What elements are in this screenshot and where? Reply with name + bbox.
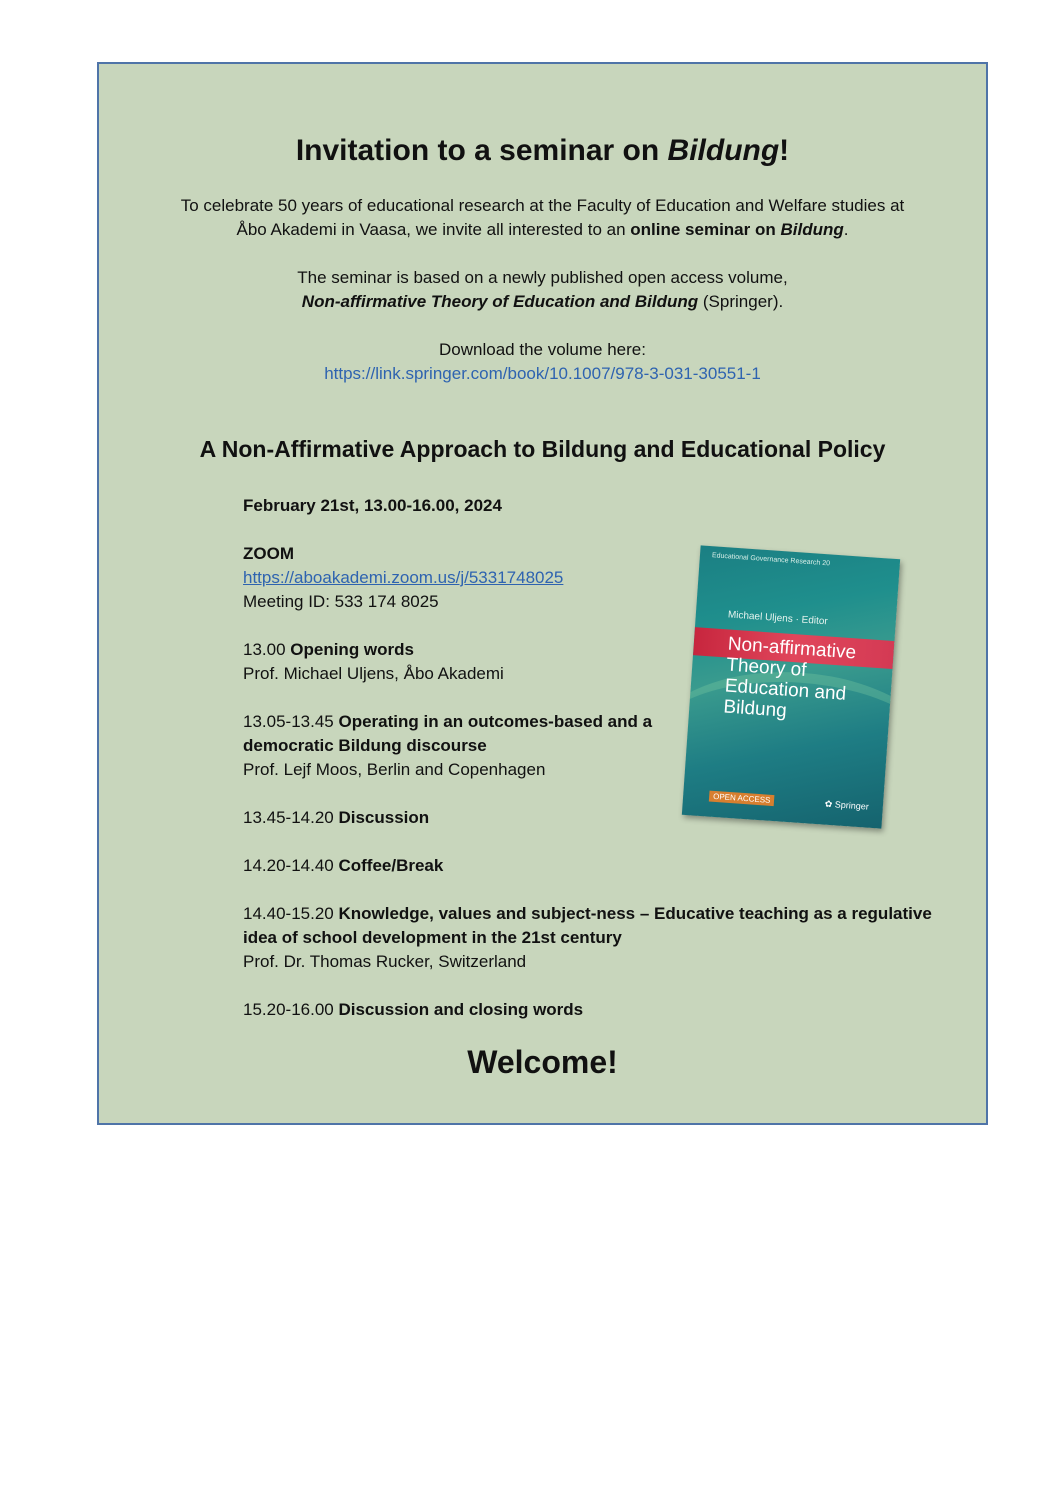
program-item: 14.20-14.40 Coffee/Break <box>243 856 444 875</box>
zoom-link[interactable]: https://aboakademi.zoom.us/j/5331748025 <box>243 568 564 587</box>
zoom-section: ZOOM https://aboakademi.zoom.us/j/5331748025 Meeting ID: 533 174 8025 <box>243 542 963 614</box>
page-title: Invitation to a seminar on Bildung! <box>295 134 790 167</box>
welcome-text: Welcome! <box>467 1044 618 1080</box>
program-item: 13.00 Opening words Prof. Michael Uljens, Åbo Akademi <box>243 640 504 683</box>
program-item: 15.20-16.00 Discussion and closing words <box>243 1000 584 1019</box>
program-item: 14.40-15.20 Knowledge, values and subject-ness – Educative teaching as a regulative idea of school development in the 21st century Prof. Dr. Thomas Rucker, Switzerland <box>243 904 932 971</box>
volume-paragraph: The seminar is based on a newly published open access volume, Non-affirmative Theory of Education and Bildung (Springer). <box>297 268 788 311</box>
book-title-text: Non-affirmative Theory of Education and Bildung <box>301 292 699 311</box>
meeting-id: Meeting ID: 533 174 8025 <box>243 592 439 611</box>
program-item: 13.45-14.20 Discussion <box>243 808 430 827</box>
seminar-subtitle: A Non-Affirmative Approach to Bildung and Educational Policy <box>199 436 886 462</box>
program-item: 13.05-13.45 Operating in an outcomes-based and a democratic Bildung discourse Prof. Lejf Moos, Berlin and Copenhagen <box>243 712 653 779</box>
book-cover-image: Educational Governance Research 20 Michael Uljens · Editor Non-affirmative Theory of Education and Bildung OPEN ACCESS ✿ Springer <box>682 545 900 828</box>
download-section: Download the volume here: https://link.springer.com/book/10.1007/978-3-031-30551-1 <box>99 338 986 386</box>
download-link[interactable]: https://link.springer.com/book/10.1007/978-3-031-30551-1 <box>324 364 761 383</box>
invitation-panel <box>97 62 988 1125</box>
seminar-date: February 21st, 13.00-16.00, 2024 <box>243 496 502 515</box>
intro-paragraph: To celebrate 50 years of educational research at the Faculty of Education and Welfare studies at Åbo Akademi in Vaasa, we invite all interested to an online seminar on Bildung. <box>180 196 905 239</box>
